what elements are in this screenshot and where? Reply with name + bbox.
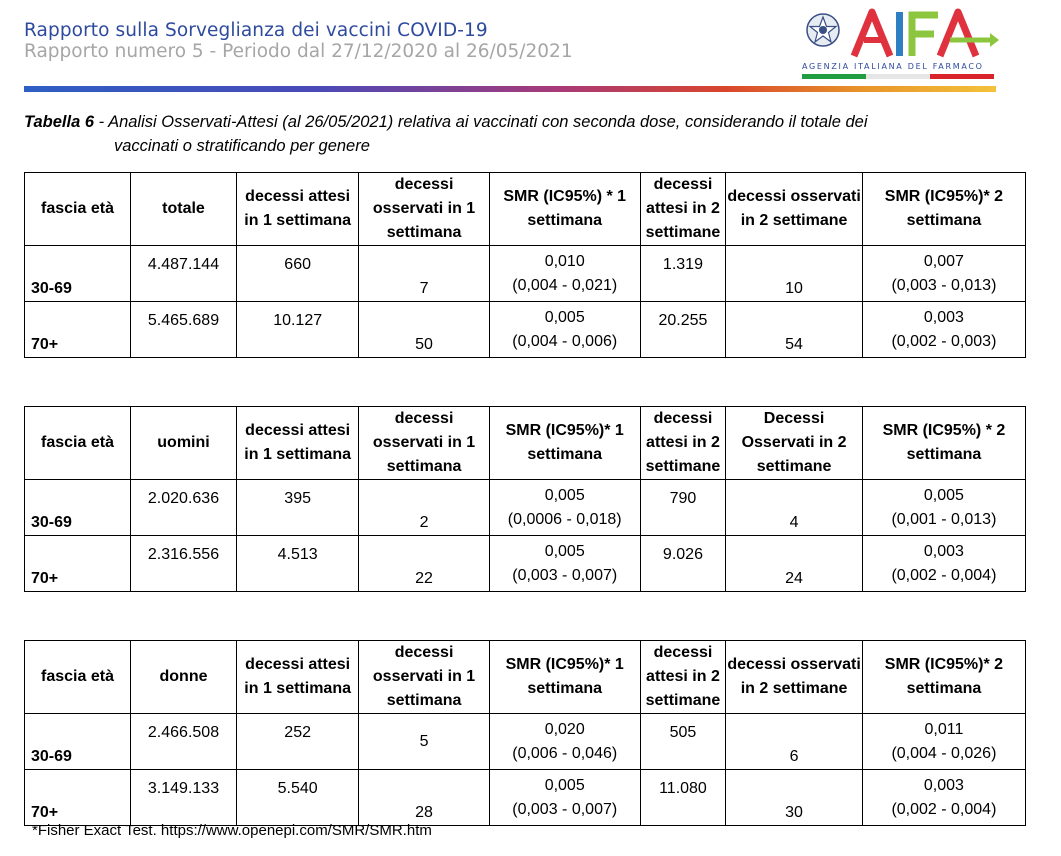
population-cell: 5.465.689 — [131, 302, 237, 358]
confidence-interval: (0,006 - 0,046) — [512, 744, 618, 762]
expected-deaths-2w-cell: 11.080 — [640, 770, 726, 826]
observed-deaths-2w-cell: 30 — [726, 770, 863, 826]
expected-deaths-1w-cell: 660 — [237, 246, 359, 302]
smr-1w-cell — [489, 770, 640, 826]
column-header: decessi osservati in 1 settimana — [359, 641, 489, 714]
age-group-cell: 70+ — [25, 302, 131, 358]
column-header: uomini — [131, 407, 237, 480]
observed-deaths-2w-cell: 4 — [726, 480, 863, 536]
confidence-interval: (0,003 - 0,007) — [512, 800, 618, 818]
smr-value: 0,020 — [544, 720, 585, 738]
flag-stripe-red — [930, 74, 994, 79]
table-row — [25, 246, 1026, 302]
confidence-interval: (0,003 - 0,007) — [512, 566, 618, 584]
population-cell: 2.466.508 — [131, 714, 237, 770]
smr-value: 0,010 — [544, 252, 585, 270]
observed-deaths-2w-cell: 10 — [726, 246, 863, 302]
footnote: *Fisher Exact Test. https://www.openepi.com/SMR/SMR.htm — [32, 822, 432, 839]
data-table — [24, 640, 1026, 826]
caption-label: Tabella 6 — [24, 113, 95, 131]
column-header: totale — [131, 173, 237, 246]
smr-value: 0,003 — [923, 308, 964, 326]
column-header: SMR (IC95%) * 2 settimana — [862, 407, 1025, 480]
expected-deaths-2w-cell: 20.255 — [640, 302, 726, 358]
smr-value: 0,011 — [924, 720, 964, 738]
observed-deaths-1w-cell: 22 — [359, 536, 489, 592]
population-cell: 4.487.144 — [131, 246, 237, 302]
smr-2w-cell — [862, 246, 1025, 302]
table-header-row — [25, 173, 1026, 246]
table-row — [25, 714, 1026, 770]
smr-2w-cell — [862, 302, 1025, 358]
smr-value: 0,003 — [923, 542, 964, 560]
age-group-cell: 30-69 — [25, 714, 131, 770]
confidence-interval: (0,0006 - 0,018) — [507, 510, 622, 528]
observed-deaths-1w-cell: 7 — [359, 246, 489, 302]
column-header: decessi attesi in 1 settimana — [237, 641, 359, 714]
observed-deaths-1w-cell: 28 — [359, 770, 489, 826]
population-cell: 2.316.556 — [131, 536, 237, 592]
expected-deaths-2w-cell: 790 — [640, 480, 726, 536]
age-group-cell: 70+ — [25, 770, 131, 826]
column-header: donne — [131, 641, 237, 714]
expected-deaths-1w-cell: 252 — [237, 714, 359, 770]
report-title: Rapporto sulla Sorveglianza dei vaccini COVID-19 — [24, 20, 488, 41]
population-cell: 3.149.133 — [131, 770, 237, 826]
smr-2w-cell — [862, 480, 1025, 536]
expected-deaths-1w-cell: 10.127 — [237, 302, 359, 358]
table-header-row — [25, 641, 1026, 714]
column-header: fascia età — [25, 173, 131, 246]
column-header: decessi attesi in 2 settimane — [640, 407, 726, 480]
caption-text-line1: - Analisi Osservati-Attesi (al 26/05/2021) relativa ai vaccinati con seconda dose, considerando il totale dei — [94, 113, 868, 131]
age-group-cell: 30-69 — [25, 246, 131, 302]
smr-1w-cell — [489, 480, 640, 536]
column-header: fascia età — [25, 407, 131, 480]
observed-deaths-2w-cell: 54 — [726, 302, 863, 358]
flag-stripe-green — [802, 74, 866, 79]
confidence-interval: (0,004 - 0,026) — [891, 744, 997, 762]
smr-value: 0,007 — [923, 252, 964, 270]
population-cell: 2.020.636 — [131, 480, 237, 536]
italian-republic-emblem-icon — [804, 8, 842, 52]
expected-deaths-2w-cell: 1.319 — [640, 246, 726, 302]
confidence-interval: (0,001 - 0,013) — [891, 510, 997, 528]
smr-value: 0,005 — [923, 486, 964, 504]
smr-2w-cell — [862, 770, 1025, 826]
expected-deaths-1w-cell: 4.513 — [237, 536, 359, 592]
data-table — [24, 172, 1026, 358]
smr-value: 0,005 — [544, 776, 585, 794]
column-header: decessi attesi in 2 settimane — [640, 173, 726, 246]
smr-value: 0,005 — [544, 486, 585, 504]
smr-value: 0,003 — [923, 776, 964, 794]
smr-1w-cell — [489, 246, 640, 302]
smr-1w-cell — [489, 536, 640, 592]
column-header: decessi osservati in 2 settimane — [726, 173, 863, 246]
smr-1w-cell — [489, 714, 640, 770]
observed-deaths-2w-cell: 24 — [726, 536, 863, 592]
confidence-interval: (0,002 - 0,004) — [891, 800, 997, 818]
column-header: SMR (IC95%) * 1 settimana — [489, 173, 640, 246]
table-header-row — [25, 407, 1026, 480]
caption-text-line2: vaccinati o stratificando per genere — [114, 137, 370, 155]
data-table — [24, 406, 1026, 592]
column-header: decessi osservati in 1 settimana — [359, 407, 489, 480]
observed-deaths-1w-cell: 5 — [359, 714, 489, 770]
observed-deaths-1w-cell: 2 — [359, 480, 489, 536]
smr-2w-cell — [862, 536, 1025, 592]
column-header: fascia età — [25, 641, 131, 714]
age-group-cell: 70+ — [25, 536, 131, 592]
age-group-cell: 30-69 — [25, 480, 131, 536]
confidence-interval: (0,002 - 0,003) — [891, 332, 997, 350]
smr-value: 0,005 — [544, 308, 585, 326]
aifa-logo-subtitle: AGENZIA ITALIANA DEL FARMACO — [802, 62, 984, 71]
expected-deaths-1w-cell: 395 — [237, 480, 359, 536]
column-header: decessi attesi in 2 settimane — [640, 641, 726, 714]
confidence-interval: (0,002 - 0,004) — [891, 566, 997, 584]
table-row — [25, 536, 1026, 592]
expected-deaths-2w-cell: 505 — [640, 714, 726, 770]
confidence-interval: (0,004 - 0,021) — [512, 276, 618, 294]
report-subtitle: Rapporto numero 5 - Periodo dal 27/12/2020 al 26/05/2021 — [24, 41, 573, 62]
table-row — [25, 302, 1026, 358]
column-header: decessi attesi in 1 settimana — [237, 407, 359, 480]
column-header: SMR (IC95%)* 1 settimana — [489, 407, 640, 480]
column-header: SMR (IC95%)* 1 settimana — [489, 641, 640, 714]
expected-deaths-1w-cell: 5.540 — [237, 770, 359, 826]
flag-stripe-white — [866, 74, 930, 79]
column-header: decessi osservati in 1 settimana — [359, 173, 489, 246]
confidence-interval: (0,003 - 0,013) — [891, 276, 997, 294]
expected-deaths-2w-cell: 9.026 — [640, 536, 726, 592]
smr-value: 0,005 — [544, 542, 585, 560]
smr-2w-cell — [862, 714, 1025, 770]
column-header: Decessi Osservati in 2 settimane — [726, 407, 863, 480]
table-caption — [24, 110, 994, 158]
table-row — [25, 480, 1026, 536]
confidence-interval: (0,004 - 0,006) — [512, 332, 618, 350]
observed-deaths-2w-cell: 6 — [726, 714, 863, 770]
smr-1w-cell — [489, 302, 640, 358]
column-header: SMR (IC95%)* 2 settimana — [862, 641, 1025, 714]
table-row — [25, 770, 1026, 826]
header-divider — [24, 86, 996, 92]
column-header: decessi osservati in 2 settimane — [726, 641, 863, 714]
column-header: decessi attesi in 1 settimana — [237, 173, 359, 246]
aifa-logo — [850, 6, 1000, 62]
observed-deaths-1w-cell: 50 — [359, 302, 489, 358]
column-header: SMR (IC95%)* 2 settimana — [862, 173, 1025, 246]
